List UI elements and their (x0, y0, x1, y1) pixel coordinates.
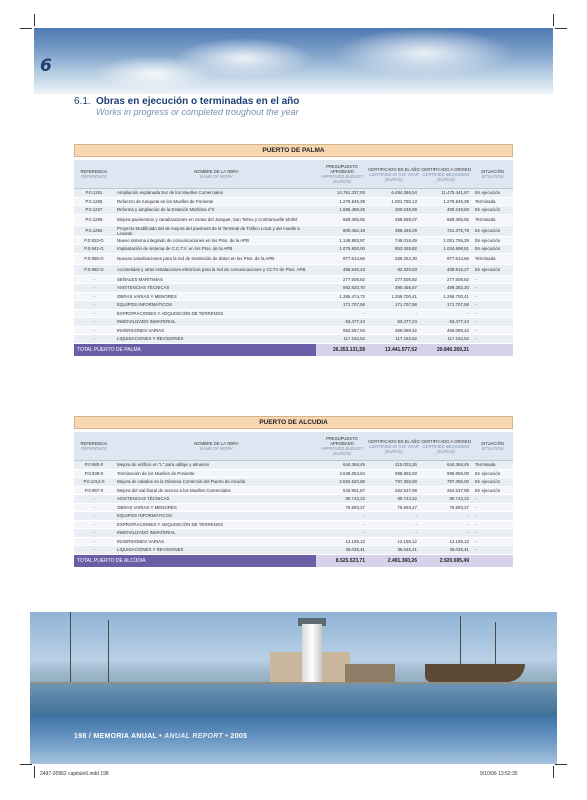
cell-certified-year: 465.089,42 (395, 327, 417, 333)
header-budget: PRESUPUESTO APROBADO APPROVED BUDGET (EUROS) (321, 164, 363, 184)
cell-certified-origin: 117.162,52 (447, 336, 469, 342)
cell-name: EXPROPIACIONES Y ADQUISICIÓN DE TERRENOS (117, 521, 224, 527)
cell-certified-year: 1.259.700,41 (391, 293, 417, 299)
total-budget: 26.353.131,58 (316, 344, 368, 356)
cell-budget: 800.482,18 (343, 228, 365, 233)
table-row (74, 335, 513, 344)
cell-name: Ampliación explanada Sur de los Muelles Comerciales (117, 190, 223, 196)
cell-certified-year: 12.195,12 (397, 538, 417, 544)
table-row (74, 254, 513, 265)
table-row (74, 198, 513, 207)
cell-situation: - (475, 327, 477, 333)
cell-certified-origin: 277.505,82 (447, 276, 469, 282)
cell-budget: 4.539.054,64 (339, 470, 365, 476)
cell-certified-year: 797.355,00 (395, 479, 417, 485)
cell-situation: En ejecución (475, 267, 501, 272)
cell-name: Implantación de sistema de C.C.T.V. en los Ptos. de la APB (117, 246, 233, 252)
cell-name: INVERSIONES VARIAS (117, 538, 165, 544)
cell-situation: - (475, 521, 477, 527)
crop-mark (553, 766, 554, 778)
cell-budget: 977.614,66 (343, 256, 365, 261)
cell-reference: P.0.1227 (85, 207, 103, 213)
cell-certified-origin: 977.614,66 (447, 256, 469, 261)
cell-name: OBRAS VARIAS Y MENORES (117, 293, 177, 299)
total-budget: 8.525.523,71 (316, 555, 368, 567)
header-reference: REFERENCIA REFERENCE (80, 169, 108, 179)
cell-certified-year: 82.320,53 (397, 267, 417, 272)
cell-budget: 982.820,70 (343, 285, 365, 291)
table-row (74, 521, 513, 530)
cell-name: Nuevo sistema integrado de comunicaciones en los Ptos. de la APB (117, 237, 250, 243)
table-row (74, 237, 513, 246)
cell-certified-year: - (415, 310, 417, 316)
cell-certified-origin: 644.368,49 (447, 462, 469, 468)
cell-situation: En ejecución (475, 207, 501, 213)
cell-certified-origin: 1.259.700,41 (443, 293, 469, 299)
table-row (74, 470, 513, 479)
cell-situation: Terminada (475, 462, 496, 468)
cell-reference: - (93, 336, 95, 342)
table-row (74, 461, 513, 470)
cell-situation: Terminada (475, 198, 496, 204)
cell-certified-origin: - (467, 521, 469, 527)
table-row (74, 487, 513, 496)
cell-name: Refuerzo de tunqueta en los Muelles de Poniente (117, 198, 214, 204)
harbour-photo (30, 612, 557, 716)
cell-reference: - (93, 310, 95, 316)
cell-name: EQUIPOS INFORMÁTICOS (117, 513, 172, 519)
cell-situation: - (475, 293, 477, 299)
cell-budget: 1.148.893,97 (339, 237, 365, 243)
cell-certified-year: 277.505,82 (395, 276, 417, 282)
cell-certified-year: 215.033,26 (395, 462, 417, 468)
cell-certified-year: 90.743,22 (397, 496, 417, 502)
cell-budget: 14.761.337,93 (336, 190, 365, 196)
cell-reference: - (93, 530, 95, 536)
section-number: 6.1. (74, 96, 91, 107)
cell-budget: 2.593.620,89 (339, 479, 365, 485)
cell-name: Proyecto Modificado del de mejora del paviment de la Terminal de Tráfico Local y del muelle a Levante (117, 225, 300, 236)
cell-reference: P.0.1265 (85, 198, 103, 204)
palma-table (74, 144, 513, 356)
cell-certified-year: 853.455,82 (395, 246, 417, 252)
cell-name: ASISTENCIAS TÉCNICAS (117, 496, 170, 502)
cell-certified-origin: 408.916,27 (447, 267, 469, 272)
cell-certified-year: 36.045,41 (397, 547, 417, 553)
cell-reference: - (93, 504, 95, 510)
cell-reference: - (93, 538, 95, 544)
cell-budget: 53.477,24 (345, 319, 365, 325)
header-certified-origin: CERTIFICADO A ORIGEN CERTIFIED BEGINNING (EUROS) (421, 166, 471, 182)
cell-situation: En ejecución (475, 246, 501, 252)
table-row (74, 293, 513, 302)
cell-situation: - (475, 302, 477, 308)
cell-reference: P.0.897-0 (84, 487, 104, 493)
cell-situation: - (475, 547, 477, 553)
header-certified-year: CERTIFICADO EN EL AÑO CERTIFIED IN THE YEAR (EUROS) (368, 438, 420, 454)
crop-mark (34, 766, 35, 778)
cell-name: SEÑALES MARÍTIMAS (117, 276, 163, 282)
total-certified-origin: 20.840.269,31 (420, 344, 472, 356)
cell-reference: P.0.1014-0 (83, 479, 105, 485)
cell-reference: P.0.965-G (84, 256, 104, 261)
cell-reference: - (93, 547, 95, 553)
table-total-row (74, 344, 513, 356)
crop-mark (20, 28, 32, 29)
page-number: 198 (74, 733, 87, 740)
cell-certified-year: 398.448,29 (395, 228, 417, 233)
crop-mark (555, 764, 567, 765)
cell-reference: P.0.941-G (84, 246, 104, 252)
cell-budget: 76.593,27 (345, 504, 365, 510)
table-row (74, 206, 513, 215)
cell-certified-origin: 264.537,98 (447, 487, 469, 493)
cell-certified-origin: 797.355,00 (447, 479, 469, 485)
total-certified-origin: 2.920.695,49 (420, 555, 472, 567)
cell-budget: 90.743,22 (345, 496, 365, 502)
cell-budget: 669.396,55 (343, 217, 365, 222)
table-row (74, 327, 513, 336)
cell-certified-year: 748.018,49 (395, 237, 417, 243)
cell-certified-origin: 400.248,69 (447, 207, 469, 213)
table-row (74, 301, 513, 310)
cell-budget: 1.385.474,72 (339, 293, 365, 299)
cell-name: Mejora pavimentos y canalizaciones en zonas del Jonquet, San Telmo y Contramuelle Mollet (117, 217, 298, 222)
total-label: TOTAL PUERTO DE ALCÚDIA (77, 557, 146, 564)
cell-budget: - (363, 521, 365, 527)
total-situation (472, 555, 513, 567)
header-reference: REFERENCIA REFERENCE (80, 441, 108, 451)
total-certified-year: 13.441.577,52 (368, 344, 420, 356)
table-row (74, 318, 513, 327)
table-row (74, 538, 513, 547)
cell-budget: 171.707,58 (343, 302, 365, 308)
cell-reference: P.0.1259 (85, 217, 103, 222)
table-row (74, 276, 513, 285)
cell-situation: - (475, 319, 477, 325)
cell-reference: - (93, 293, 95, 299)
header-certified-year: CERTIFICADO EN EL AÑO CERTIFIED IN THE YEAR (EUROS) (368, 166, 420, 182)
cell-certified-origin: 76.593,27 (449, 504, 469, 510)
table-row (74, 189, 513, 198)
cell-certified-origin: 669.396,55 (447, 217, 469, 222)
table-row (74, 284, 513, 293)
cell-certified-origin: 465.089,42 (447, 327, 469, 333)
header-situation: SITUACIÓN SITUATION (481, 441, 504, 451)
cell-certified-origin: 998.855,00 (447, 470, 469, 476)
print-slug-file: 2497-30962 capitulo6.indd 198 (40, 771, 109, 777)
cell-certified-origin: - (467, 310, 469, 316)
cell-reference: - (93, 513, 95, 519)
cell-situation: - (475, 530, 477, 536)
header-situation: SITUACIÓN SITUATION (481, 169, 504, 179)
table-body (74, 461, 513, 555)
table-title: PUERTO DE ALCUDIA (74, 416, 513, 429)
cell-budget: 644.368,49 (343, 462, 365, 468)
table-row (74, 265, 513, 276)
cell-budget: 542.901,87 (343, 487, 365, 493)
crop-mark (20, 764, 32, 765)
header-name: NOMBRE DE LA OBRA NAME OF WORK (194, 169, 239, 179)
cell-reference: - (93, 327, 95, 333)
cell-situation: En ejecución (475, 479, 501, 485)
cell-certified-origin: 11.475.441,67 (441, 190, 469, 196)
total-label: TOTAL PUERTO DE PALMA (77, 346, 141, 353)
cell-budget: - (363, 513, 365, 519)
sky-banner (34, 28, 553, 94)
table-body (74, 189, 513, 344)
cell-budget: 12.195,12 (345, 538, 365, 544)
cell-certified-origin: 489.382,20 (447, 285, 469, 291)
cell-situation: En ejecución (475, 228, 501, 233)
cell-budget: 496.546,43 (343, 267, 365, 272)
cell-name: Reforma y ampliación de la Estación Marítima nº2 (117, 207, 215, 213)
table-title: PUERTO DE PALMA (74, 144, 513, 157)
cell-situation: - (475, 513, 477, 519)
footer-text: 198 / MEMORIA ANUAL • ANUAL REPORT • 2005 (74, 733, 248, 740)
cell-name: Mejora de edificio en "L" para utillaje y almacén (117, 462, 210, 468)
cell-budget: 36.045,41 (345, 547, 365, 553)
chapter-number: 6 (40, 56, 52, 76)
table-row (74, 529, 513, 538)
header-budget: PRESUPUESTO APROBADO APPROVED BUDGET (EUROS) (321, 436, 363, 456)
table-header (74, 160, 513, 189)
table-row (74, 310, 513, 319)
cell-certified-year: - (415, 530, 417, 536)
cell-budget: 552.557,53 (343, 327, 365, 333)
cell-situation: - (475, 276, 477, 282)
cell-certified-origin: 721.375,79 (447, 228, 469, 233)
cell-name: INMOVILIZADO INMATERIAL (117, 530, 176, 536)
cell-reference: - (93, 285, 95, 291)
cell-reference: P.0.982-G (84, 267, 104, 272)
cell-name: Mejora del vial litoral de acceso a los Muelles Comerciales (117, 487, 231, 493)
cell-certified-year: 269.252,30 (395, 256, 417, 261)
cell-certified-year: 117.162,52 (395, 336, 417, 342)
cell-name: EQUIPOS INFORMÁTICOS (117, 302, 172, 308)
cell-name: INVERSIONES VARIAS (117, 327, 165, 333)
cell-situation: En ejecución (475, 237, 501, 243)
cell-situation: - (475, 336, 477, 342)
cell-certified-year: 998.855,00 (395, 470, 417, 476)
cell-situation: Terminada (475, 256, 496, 261)
cell-situation: En ejecución (475, 190, 501, 196)
cell-reference: - (93, 276, 95, 282)
cell-reference: - (93, 496, 95, 502)
cell-situation: - (475, 538, 477, 544)
header-certified-origin: CERTIFICADO A ORIGEN CERTIFIED BEGINNING (EUROS) (421, 438, 471, 454)
cell-certified-origin: 1.276.845,39 (443, 198, 469, 204)
cell-certified-origin: 36.045,41 (449, 547, 469, 553)
footer-band (30, 716, 557, 764)
table-header (74, 432, 513, 461)
cell-budget: 277.505,82 (343, 276, 365, 282)
cell-situation: - (475, 310, 477, 316)
table-row (74, 546, 513, 555)
cell-certified-origin: 12.195,12 (449, 538, 469, 544)
report-title-en: ANUAL REPORT (164, 733, 224, 740)
cell-situation: - (475, 504, 477, 510)
cell-reference: - (93, 521, 95, 527)
cell-certified-origin: - (467, 530, 469, 536)
cell-budget: 117.162,52 (343, 336, 365, 342)
cell-name: INMOVILIZADO INMATERIAL (117, 319, 176, 325)
cell-certified-year: 264.537,98 (395, 487, 417, 493)
print-slug-date: 9/10/06 13:52:35 (480, 771, 518, 777)
cell-budget: - (363, 530, 365, 536)
cell-name: Terminación de los Muelles de Poniente (117, 470, 195, 476)
table-row (74, 215, 513, 226)
cell-name: Mejora de calados en la Dársena Comercial del Puerto de Alcudia (117, 479, 246, 485)
cell-name: Nuevas canalizaciones para la red de trasmisión de datos en los Ptos. de la APB (117, 256, 275, 261)
cell-certified-year: - (415, 521, 417, 527)
cell-certified-origin: 1.051.706,29 (443, 237, 469, 243)
cell-budget: 1.276.845,39 (339, 198, 365, 204)
crop-mark (553, 14, 554, 26)
cell-name: LIQUIDACIONES Y REVISIONES (117, 336, 184, 342)
table-row (74, 226, 513, 237)
alcudia-table (74, 416, 513, 567)
cell-reference: - (93, 302, 95, 308)
cell-certified-year: 6.484.386,54 (391, 190, 417, 196)
cell-name: OBRAS VARIAS Y MENORES (117, 504, 177, 510)
report-year: 2005 (230, 733, 248, 740)
cell-situation: Terminada (475, 217, 496, 222)
cell-certified-year: 458.568,07 (395, 217, 417, 222)
cell-certified-year: 171.707,58 (395, 302, 417, 308)
table-row (74, 512, 513, 521)
table-row (74, 245, 513, 254)
total-situation (472, 344, 513, 356)
cell-situation: - (475, 285, 477, 291)
cell-situation: En ejecución (475, 470, 501, 476)
table-row (74, 504, 513, 513)
crop-mark (34, 14, 35, 26)
cell-reference: P.0.1191 (85, 190, 103, 196)
cell-certified-year: 76.593,27 (397, 504, 417, 510)
cell-name: LIQUIDACIONES Y REVISIONES (117, 547, 184, 553)
header-name: NOMBRE DE LA OBRA NAME OF WORK (194, 441, 239, 451)
total-certified-year: 2.491.360,26 (368, 555, 420, 567)
cell-budget: - (363, 310, 365, 316)
cell-reference: P.0.980-0 (84, 462, 104, 468)
table-row (74, 478, 513, 487)
cell-situation: - (475, 496, 477, 502)
cell-reference: P.0.923-G (84, 237, 104, 243)
cell-certified-origin: 53.477,24 (449, 319, 469, 325)
cell-name: ASISTENCIAS TÉCNICAS (117, 285, 170, 291)
cell-name: Acometidas y otras instalaciones eléctricas para la red de comunicaciones y CCTV de Ptos. APB (117, 267, 306, 272)
cell-budget: 1.075.800,00 (339, 246, 365, 252)
cell-certified-year: 1.001.780,13 (391, 198, 417, 204)
cell-certified-year: 400.248,69 (395, 207, 417, 213)
cell-certified-year: 390.455,67 (395, 285, 417, 291)
cell-certified-origin: 90.743,22 (449, 496, 469, 502)
section-title: Obras en ejecución o terminadas en el año (96, 96, 300, 107)
section-subtitle: Works in progress or completed troughout the year (96, 107, 299, 117)
cell-reference: P.0.1254 (85, 228, 103, 233)
table-total-row (74, 555, 513, 567)
report-title-es: MEMORIA ANUAL (93, 733, 157, 740)
cell-certified-year: 53.477,24 (397, 319, 417, 325)
cell-name: EXPROPIACIONES Y ADQUISICIÓN DE TERRENOS (117, 310, 224, 316)
crop-mark (555, 28, 567, 29)
cell-certified-origin: 171.707,58 (447, 302, 469, 308)
cell-situation: En ejecución (475, 487, 501, 493)
cell-certified-year: - (415, 513, 417, 519)
cell-certified-origin: - (467, 513, 469, 519)
cell-certified-origin: 1.024.698,81 (443, 246, 469, 252)
table-row (74, 495, 513, 504)
cell-reference: P.0.938-0 (84, 470, 104, 476)
cell-budget: 1.585.498,26 (339, 207, 365, 213)
cell-reference: - (93, 319, 95, 325)
